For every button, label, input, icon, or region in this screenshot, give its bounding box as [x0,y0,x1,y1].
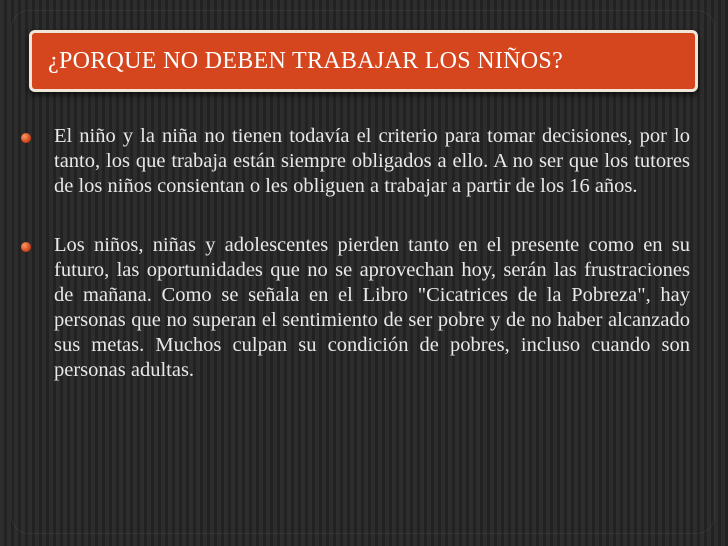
bullet-list [20,124,690,417]
bullet-text-2: Los niños, niñas y adolescentes pierden tanto en el presente como en su futuro, las oportunidades que no se aprovechan hoy, serán las frustraciones de mañana. Como se señala en el Libro "Cicatrices de la Pobreza", hay personas que no superan el sentimiento de ser pobre y de no haber alcanzado sus metas. Muchos culpan su condición de pobres, incluso cuando son personas adultas. [54,234,690,381]
bullet-item-1 [20,124,690,199]
title-bar [29,30,698,92]
bullet-dot-icon [21,133,31,143]
slide-title: ¿PORQUE NO DEBEN TRABAJAR LOS NIÑOS? [48,47,564,74]
bullet-text-1: El niño y la niña no tienen todavía el criterio para tomar decisiones, por lo tanto, los que trabaja están siempre obligados a ello. A no ser que los tutores de los niños consientan o les obliguen a trabajar a partir de los 16 años. [54,125,690,197]
bullet-dot-icon [21,242,31,252]
bullet-item-2 [20,233,690,383]
